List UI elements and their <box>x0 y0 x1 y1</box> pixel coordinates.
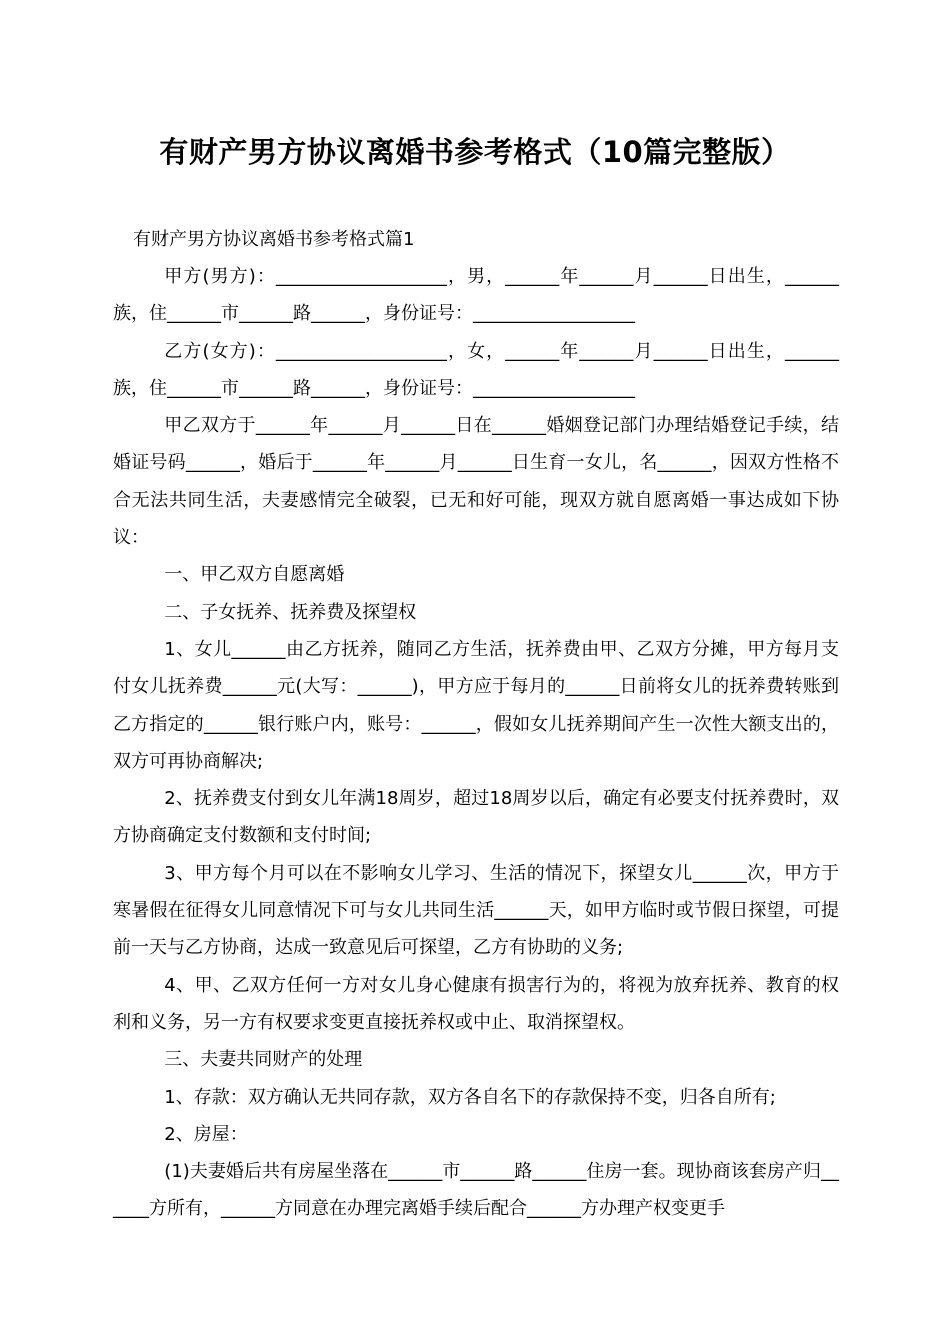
document-body <box>113 258 839 1228</box>
clause-2-item-3: 3、甲方每个月可以在不影响女儿学习、生活的情况下，探望女儿______次，甲方于寒暑假在征得女儿同意情况下可与女儿共同生活______天，如甲方临时或节假日探望，可提前一天与乙方协商，达成一致意见后可探望，乙方有协助的义务; <box>113 862 839 959</box>
clause-3-item-2: 2、房屋： <box>164 1123 248 1145</box>
clause-2-item-4: 4、甲、乙双方任何一方对女儿身心健康有损害行为的，将视为放弃抚养、教育的权利和义务，另一方有权要求变更直接抚养权或中止、取消探望权。 <box>113 974 839 1033</box>
clause-3-heading: 三、夫妻共同财产的处理 <box>164 1049 363 1071</box>
document-title: 有财产男方协议离婚书参考格式（10篇完整版） <box>159 135 791 169</box>
party-a-info: 甲方(男方)：___________________，男，______年______月______日出生，______族，住______市______路______，身份证号：__________________ <box>113 266 839 325</box>
clause-3-item-2-sub-1: (1)夫妻婚后共有房屋坐落在______市______路______住房一套。现协商该套房产归______方所有，______方同意在办理完离婚手续后配合______方办理产权变更手 <box>113 1161 839 1220</box>
section-heading: 有财产男方协议离婚书参考格式篇1 <box>133 229 415 250</box>
clause-3-item-1: 1、存款：双方确认无共同存款，双方各自名下的存款保持不变，归各自所有; <box>164 1086 776 1108</box>
clause-2-item-1: 1、女儿______由乙方抚养，随同乙方生活，抚养费由甲、乙双方分摊，甲方每月支付女儿抚养费______元(大写：______)，甲方应于每月的______日前将女儿的抚养费转账到乙方指定的______银行账户内，账号：______，假如女儿抚养期间产生一次性大额支出的，双方可再协商解决; <box>113 638 839 772</box>
clause-1-heading: 一、甲乙双方自愿离婚 <box>164 564 345 586</box>
marriage-background: 甲乙双方于______年______月______日在______婚姻登记部门办理结婚登记手续，结婚证号码______，婚后于______年______月______日生育一女儿，名______，因双方性格不合无法共同生活，夫妻感情完全破裂，已无和好可能，现双方就自愿离婚一事达成如下协议： <box>113 415 839 549</box>
party-b-info: 乙方(女方)：___________________，女，______年______月______日出生，______族，住______市______路______，身份证号：__________________ <box>113 340 839 399</box>
clause-2-heading: 二、子女抚养、抚养费及探望权 <box>164 601 417 623</box>
clause-2-item-2: 2、抚养费支付到女儿年满18周岁，超过18周岁以后，确定有必要支付抚养费时，双方协商确定支付数额和支付时间; <box>113 788 839 847</box>
